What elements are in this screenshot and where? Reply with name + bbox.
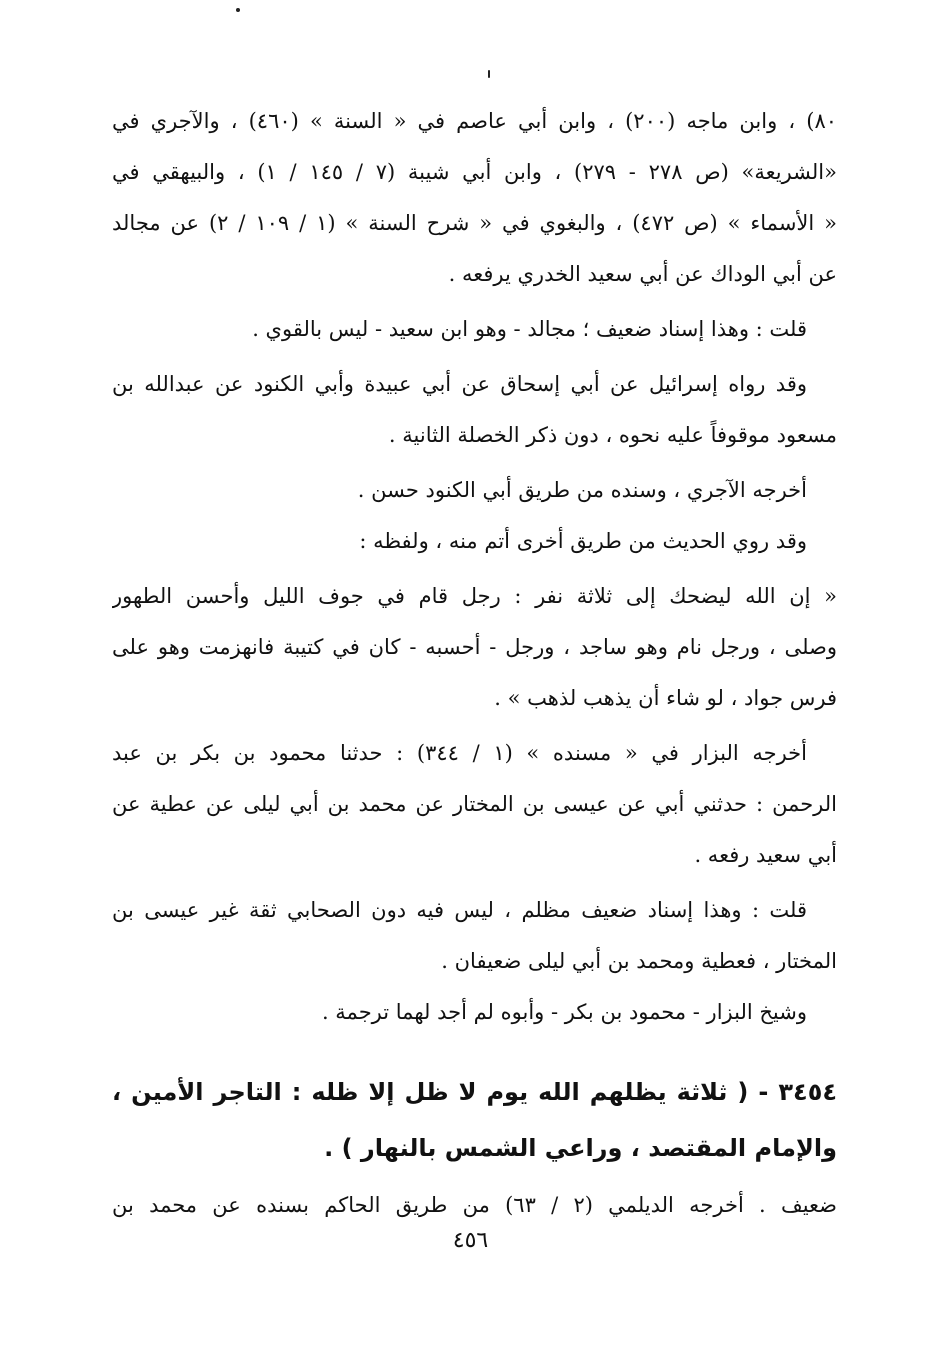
text-line: قلت : وهذا إسناد ضعيف ؛ مجالد - وهو ابن سعيد - ليس بالقوي .	[252, 317, 807, 341]
text-line: أبي سعيد رفعه .	[694, 843, 837, 867]
hadith-heading	[112, 1064, 837, 1176]
text-line: وقد رواه إسرائيل عن أبي إسحاق عن أبي عبيدة وأبي الكنود عن عبدالله بن	[112, 372, 807, 396]
text-line: وصلى ، ورجل نام وهو ساجد ، ورجل - أحسبه - كان في كتيبة فانهزمت وهو على	[112, 635, 837, 659]
heading-line: ٣٤٥٤ - ( ثلاثة يظلهم الله يوم لا ظل إلا ظله : التاجر الأمين ،	[112, 1078, 837, 1106]
paragraph-comment-1	[112, 304, 837, 355]
text-line: قلت : وهذا إسناد ضعيف مظلم ، ليس فيه دون الصحابي ثقة غير عيسى بن	[112, 898, 807, 922]
scan-speck	[236, 8, 240, 12]
paragraph-daylami	[112, 1180, 837, 1231]
page-number: ٤٥٦	[452, 1228, 489, 1253]
paragraph-other-route	[112, 516, 837, 567]
paragraph-shaykh	[112, 987, 837, 1038]
text-line: وقد روي الحديث من طريق أخرى أتم منه ، ولفظه :	[359, 529, 807, 553]
text-line: فرس جواد ، لو شاء أن يذهب لذهب » .	[494, 686, 837, 710]
text-line: « الأسماء » (ص ٤٧٢) ، والبغوي في « شرح السنة » (١ / ١٠٩ / ٢) عن مجالد	[112, 211, 837, 235]
text-line: أخرجه البزار في « مسنده » (١ / ٣٤٤) : حدثنا محمود بن بكر بن عبد	[112, 741, 808, 765]
text-line: المختار ، فعطية ومحمد بن أبي ليلى ضعيفان .	[441, 949, 837, 973]
paragraph-ajurri	[112, 465, 837, 516]
heading-line: والإمام المقتصد ، وراعي الشمس بالنهار ) .	[324, 1134, 837, 1162]
text-line: عن أبي الوداك عن أبي سعيد الخدري يرفعه .	[448, 262, 837, 286]
scan-speck	[488, 70, 490, 78]
text-line: ضعيف . أخرجه الديلمي (٢ / ٦٣) من طريق الحاكم بسنده عن محمد بن	[112, 1193, 837, 1217]
text-line: « إن الله ليضحك إلى ثلاثة نفر : رجل قام في جوف الليل وأحسن الطهور	[112, 584, 837, 608]
paragraph-hadith-text	[112, 571, 837, 724]
text-line: ٨٠) ، وابن ماجه (٢٠٠) ، وابن أبي عاصم في « السنة » (٤٦٠) ، والآجري في	[112, 109, 837, 133]
text-line: الرحمن : حدثني أبي عن عيسى بن المختار عن محمد بن أبي ليلى عن عطية عن	[112, 792, 837, 816]
text-line: وشيخ البزار - محمود بن بكر - وأبوه لم أجد لهما ترجمة .	[321, 1000, 807, 1024]
paragraph-comment-2	[112, 885, 837, 987]
text-line: «الشريعة» (ص ٢٧٨ - ٢٧٩) ، وابن أبي شيبة (٧ / ١٤٥ / ١) ، والبيهقي في	[112, 160, 837, 184]
main-text	[112, 96, 837, 1231]
text-line: أخرجه الآجري ، وسنده من طريق أبي الكنود حسن .	[357, 478, 807, 502]
paragraph-citations	[112, 96, 837, 300]
paragraph-mawquf	[112, 359, 837, 461]
text-line: مسعود موقوفاً عليه نحوه ، دون ذكر الخصلة الثانية .	[388, 423, 837, 447]
paragraph-bazzar	[112, 728, 837, 881]
